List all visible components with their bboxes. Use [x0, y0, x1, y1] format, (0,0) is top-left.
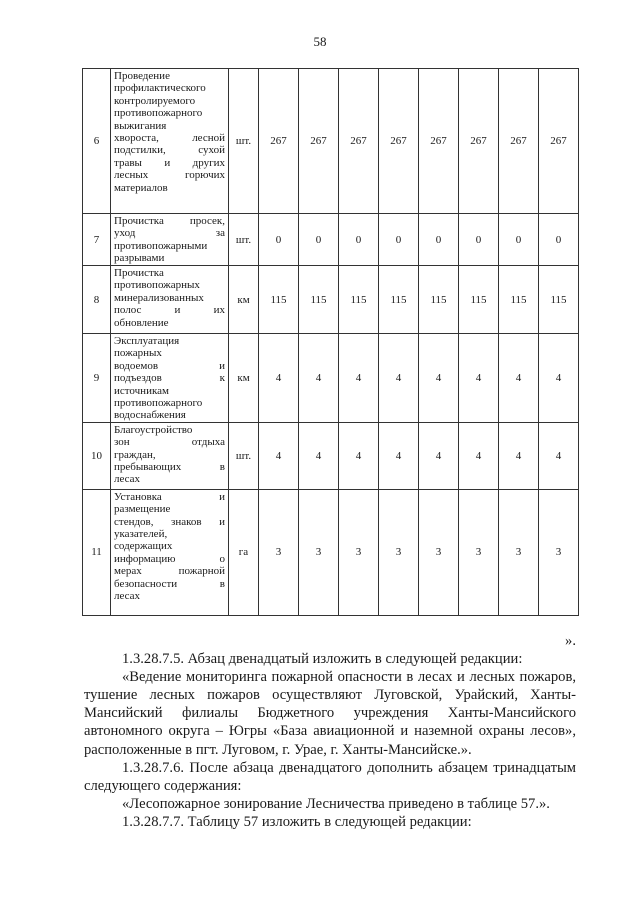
description-line: граждан, — [114, 448, 156, 461]
row-value: 4 — [499, 422, 539, 489]
table-row — [83, 422, 579, 489]
row-value: 4 — [339, 334, 379, 423]
table-row — [83, 334, 579, 423]
description-line: противопожарного — [114, 107, 203, 120]
table-row — [83, 69, 579, 214]
description-line: Благоустройство — [114, 423, 193, 436]
row-unit: шт. — [229, 69, 259, 214]
description-line: Эксплуатация — [114, 335, 180, 347]
row-value: 4 — [499, 334, 539, 423]
row-value: 4 — [379, 334, 419, 423]
description-line: минерализованных — [114, 291, 204, 304]
row-value: 0 — [539, 214, 579, 266]
description-line: Проведение — [114, 70, 170, 82]
description-line: уход за — [114, 227, 225, 240]
row-value: 115 — [299, 266, 339, 334]
row-value: 4 — [539, 422, 579, 489]
row-value: 3 — [499, 489, 539, 615]
row-number: 8 — [83, 266, 111, 334]
row-value: 267 — [299, 69, 339, 214]
row-value: 4 — [539, 334, 579, 423]
row-value: 115 — [459, 266, 499, 334]
description-line: подстилки, сухой — [114, 144, 225, 157]
description-line: контролируемого — [114, 94, 196, 107]
row-value: 4 — [459, 334, 499, 423]
row-value: 4 — [299, 334, 339, 423]
paragraph-2: «Ведение мониторинга пожарной опасности в лесах и лесных пожаров, тушение лесных пожаров осуществляют Луговской, Урайский, Ханты-Мансийский филиалы Бюджетного учреждения Ханты-Мансийского автономного округа – Югры «База авиационной и наземной охраны лесов», расположенные в пгт. Луговом, г. Урае, г. Ханты-Мансийске.». — [84, 669, 576, 758]
row-value: 115 — [379, 266, 419, 334]
row-value: 0 — [339, 214, 379, 266]
row-value: 4 — [459, 422, 499, 489]
row-unit: км — [229, 334, 259, 423]
row-unit: шт. — [229, 422, 259, 489]
row-value: 3 — [539, 489, 579, 615]
table-row — [83, 266, 579, 334]
row-value: 0 — [379, 214, 419, 266]
row-value: 0 — [459, 214, 499, 266]
row-number: 9 — [83, 334, 111, 423]
description-line: противопожарных — [114, 279, 200, 292]
row-unit: шт. — [229, 214, 259, 266]
description-line: Прочистка просек, — [114, 215, 225, 227]
description-line: обновление — [114, 316, 169, 329]
description-line: зон отдыха — [114, 436, 225, 449]
row-value: 0 — [299, 214, 339, 266]
table-body — [83, 69, 579, 616]
description-line: полос и их — [114, 304, 225, 317]
row-description — [111, 69, 229, 214]
row-value: 0 — [259, 214, 299, 266]
row-value: 4 — [259, 422, 299, 489]
row-unit: га — [229, 489, 259, 615]
description-line: лесах — [114, 590, 141, 603]
row-value: 115 — [259, 266, 299, 334]
row-value: 3 — [259, 489, 299, 615]
description-line: водоснабжения — [114, 409, 186, 422]
description-line: лесных горючих — [114, 169, 225, 182]
row-value: 4 — [259, 334, 299, 423]
description-line: безопасности в — [114, 577, 225, 590]
row-number: 10 — [83, 422, 111, 489]
description-line: содержащих — [114, 540, 173, 553]
row-description — [111, 266, 229, 334]
row-value: 115 — [339, 266, 379, 334]
row-value: 3 — [419, 489, 459, 615]
row-description — [111, 334, 229, 423]
row-value: 3 — [299, 489, 339, 615]
page-number: 58 — [313, 34, 327, 49]
row-value: 3 — [339, 489, 379, 615]
paragraph-1: 1.3.28.7.5. Абзац двенадцатый изложить в следующей редакции: — [122, 651, 523, 668]
paragraph-5: 1.3.28.7.7. Таблицу 57 изложить в следующей редакции: — [122, 813, 472, 830]
description-line: информацию о — [114, 552, 225, 565]
table-row — [83, 214, 579, 266]
row-value: 4 — [419, 334, 459, 423]
description-line: пребывающих в — [114, 461, 225, 474]
row-value: 267 — [539, 69, 579, 214]
description-line: лесах — [114, 473, 141, 486]
paragraph-3: 1.3.28.7.6. После абзаца двенадцатого дополнить абзацем тринадцатым следующего содержания: — [84, 759, 576, 794]
row-value: 0 — [419, 214, 459, 266]
description-line: хвороста, лесной — [114, 132, 225, 145]
description-line: мерах пожарной — [114, 565, 225, 578]
row-value: 267 — [459, 69, 499, 214]
body-text — [84, 632, 576, 831]
row-value: 115 — [539, 266, 579, 334]
description-line: противопожарного — [114, 397, 203, 410]
row-value: 115 — [499, 266, 539, 334]
description-line: профилактического — [114, 82, 206, 95]
description-line: материалов — [114, 181, 168, 194]
row-value: 267 — [379, 69, 419, 214]
description-line: стендов, знаков и — [114, 515, 225, 528]
measures-table — [82, 68, 579, 616]
row-value: 4 — [299, 422, 339, 489]
description-line: противопожарными — [114, 239, 208, 252]
row-value: 267 — [339, 69, 379, 214]
description-line: разрывами — [114, 252, 165, 265]
row-value: 3 — [379, 489, 419, 615]
closing-quote: ». — [565, 633, 576, 649]
row-value: 4 — [339, 422, 379, 489]
row-description — [111, 214, 229, 266]
description-line: пожарных — [114, 347, 162, 360]
row-value: 267 — [419, 69, 459, 214]
row-value: 115 — [419, 266, 459, 334]
description-line: травы и других — [114, 156, 225, 169]
table-row — [83, 489, 579, 615]
paragraph-4: «Лесопожарное зонирование Лесничества приведено в таблице 57.». — [122, 795, 550, 812]
row-number: 7 — [83, 214, 111, 266]
description-line: водоемов и — [114, 359, 225, 372]
description-line: выжигания — [114, 119, 167, 132]
description-line: размещение — [114, 503, 171, 516]
description-line: подъездов к — [114, 372, 225, 385]
row-number: 6 — [83, 69, 111, 214]
row-value: 267 — [499, 69, 539, 214]
row-value: 267 — [259, 69, 299, 214]
row-value: 0 — [499, 214, 539, 266]
row-number: 11 — [83, 489, 111, 615]
description-line: Прочистка — [114, 267, 164, 279]
row-value: 3 — [459, 489, 499, 615]
row-value: 4 — [419, 422, 459, 489]
row-value: 4 — [379, 422, 419, 489]
description-line: указателей, — [114, 528, 168, 541]
row-unit: км — [229, 266, 259, 334]
row-description — [111, 489, 229, 615]
description-line: Установка и — [114, 490, 225, 503]
description-line: источникам — [114, 384, 169, 397]
row-description — [111, 422, 229, 489]
